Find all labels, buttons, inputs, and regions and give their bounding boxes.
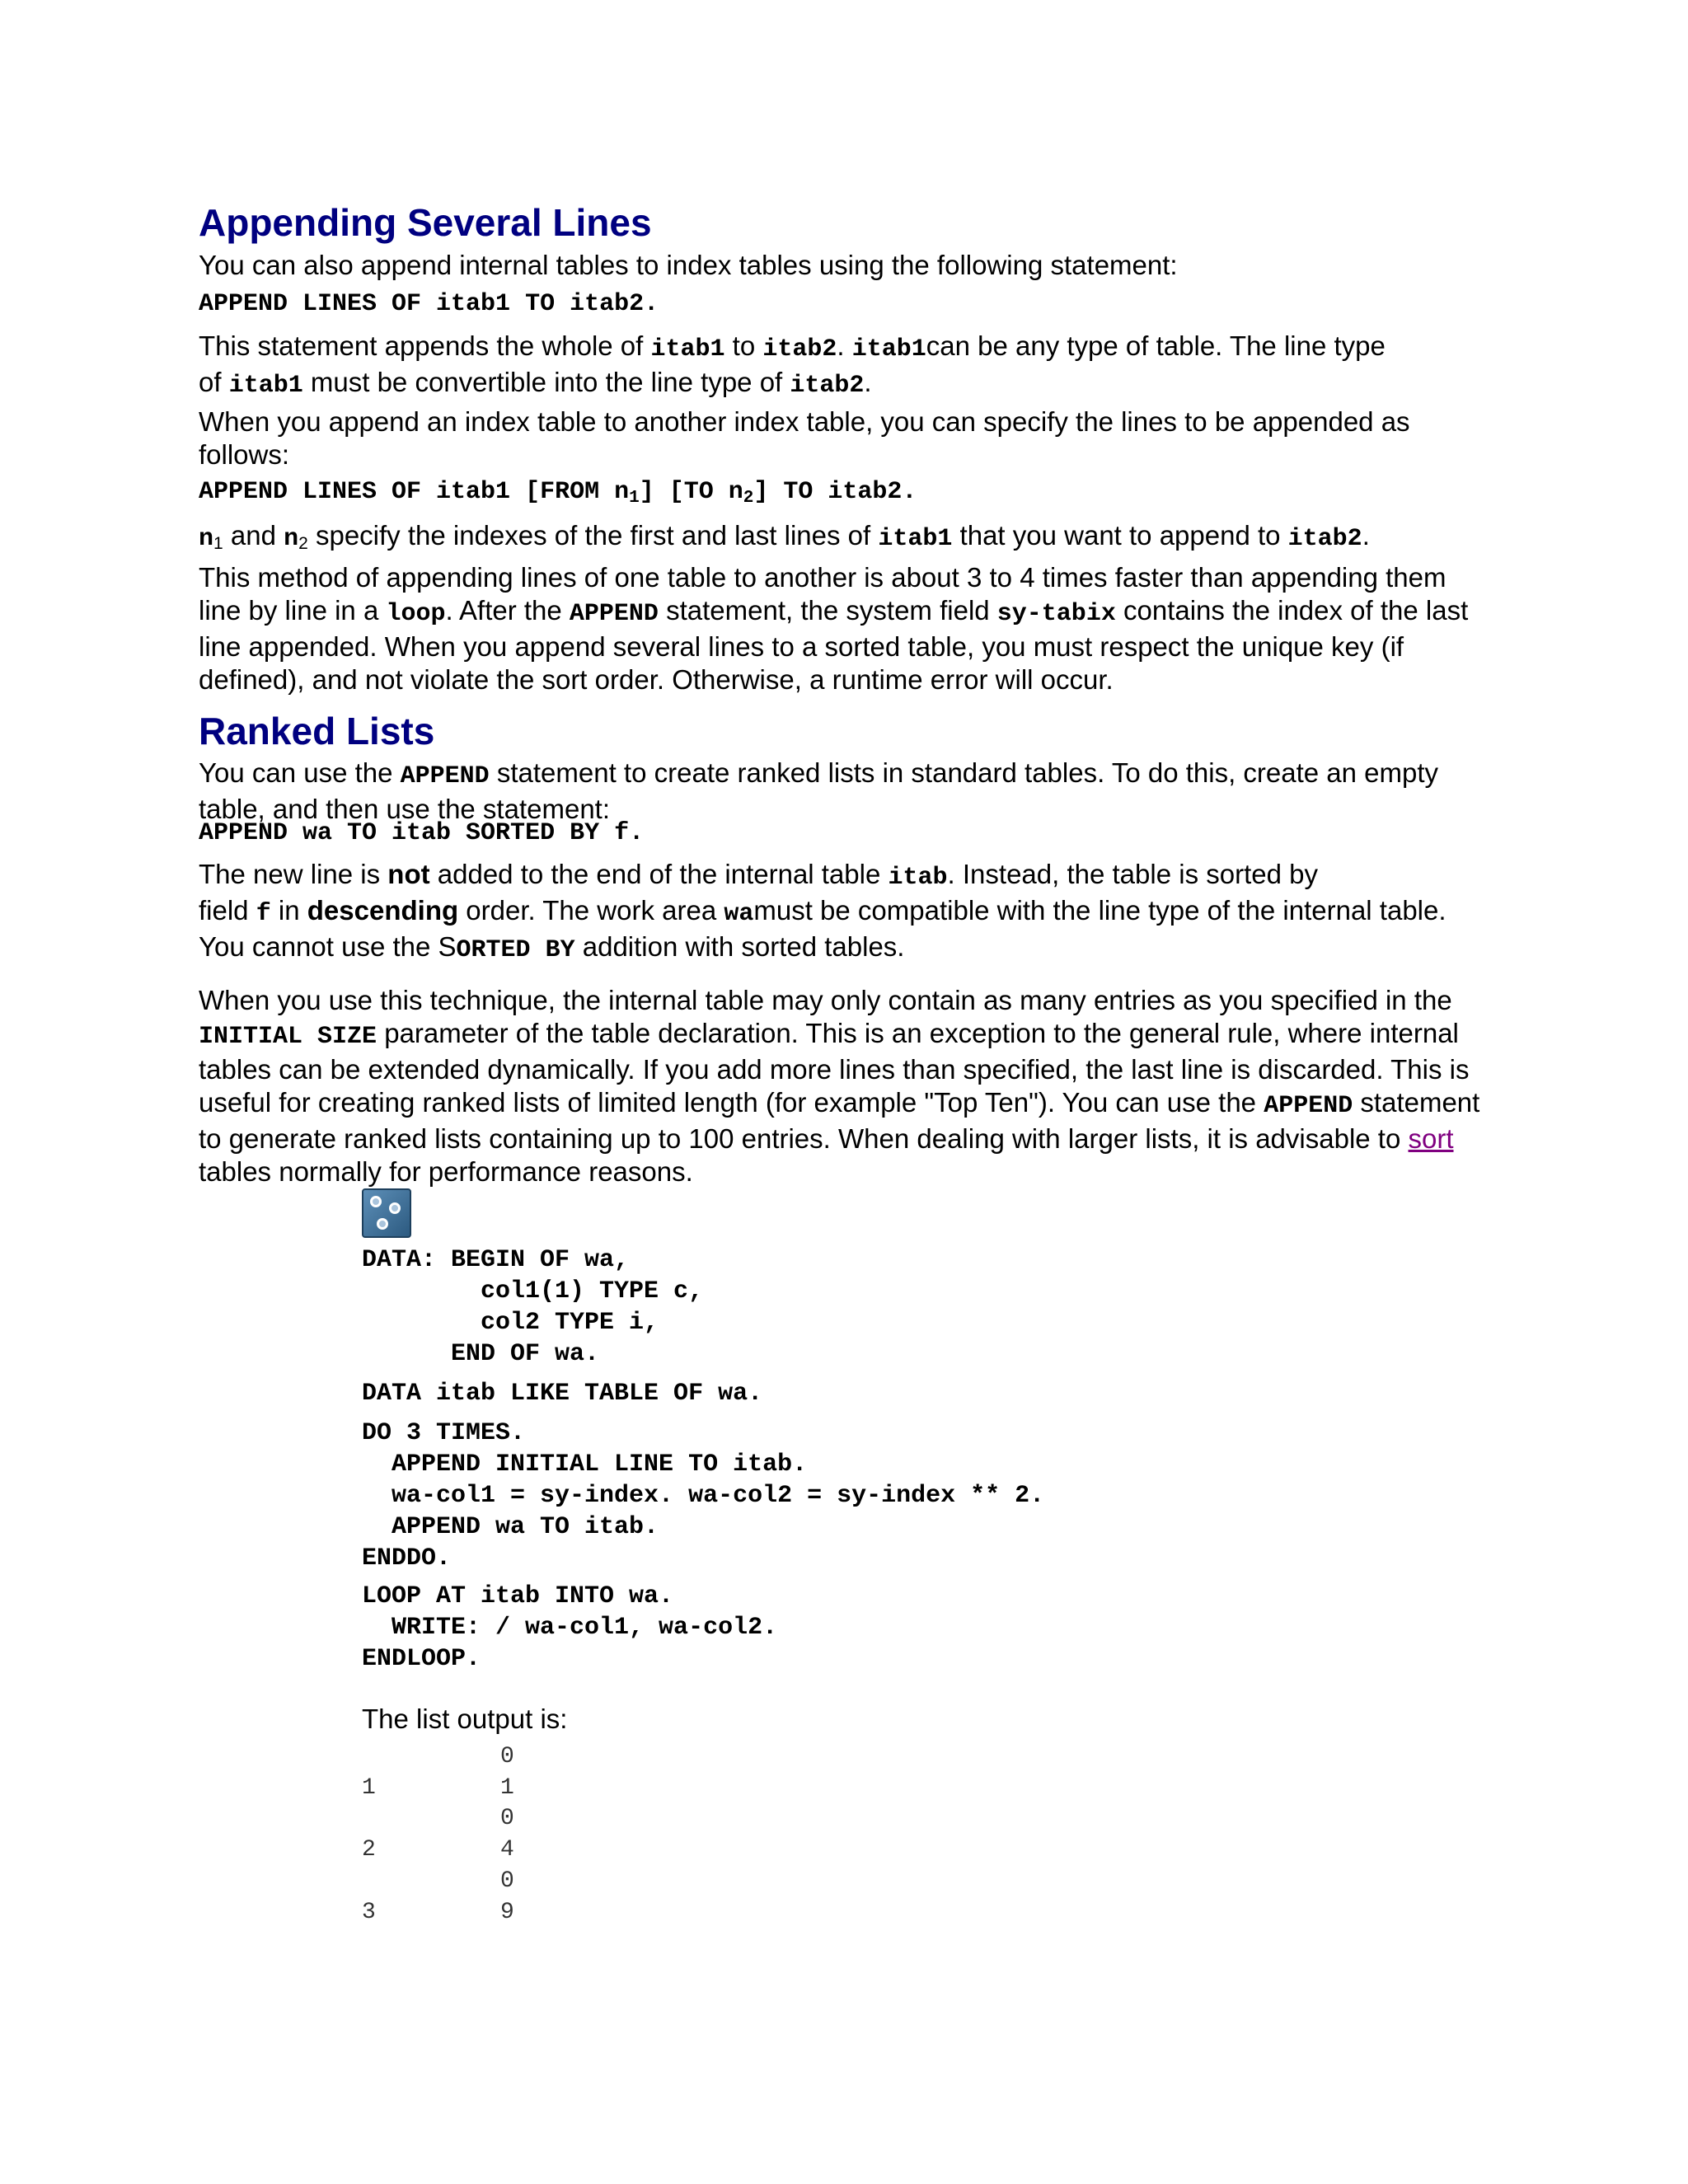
syntax-append-sorted-by: APPEND wa TO itab SORTED BY f. [199, 819, 645, 847]
output-label: The list output is: [362, 1704, 568, 1734]
paragraph-initial-size: When you use this technique, the internal table may only contain as many entries as you specified in the INITIAL SIZE parameter of the table declaration. This is an exception to the general rule, where internal tables can be extended dynamically. If you add more lines than specified, the last line is discarded. This is useful for creating ranked lists of limited length (for example "Top Ten"). You can use the APPEND statement to generate ranked lists containing up to 100 entries. When dealing with larger lists, it is advisable to sort tables normally for performance reasons. [199, 985, 1480, 1187]
code-do-loop: DO 3 TIMES. APPEND INITIAL LINE TO itab. wa-col1 = sy-index. wa-col2 = sy-index ** 2. APPEND wa TO itab. ENDDO. [362, 1419, 1045, 1572]
code-loop-at: LOOP AT itab INTO wa. WRITE: / wa-col1, wa-col2. ENDLOOP. [362, 1582, 778, 1673]
example-icon [362, 1188, 411, 1238]
paragraph-ranked-lists-intro: You can use the APPEND statement to create ranked lists in standard tables. To do this, create an empty table, and then use the statement: [199, 757, 1439, 824]
paragraph-performance: This method of appending lines of one table to another is about 3 to 4 times faster than appending them line by line in a loop. After the APPEND statement, the system field sy-tabix contains the index of the last line appended. When you append several lines to a sorted table, you must respect the unique key (if defined), and not violate the sort order. Otherwise, a runtime error will occur. [199, 562, 1469, 695]
sort-link[interactable]: sort [1408, 1123, 1454, 1154]
heading-ranked-lists: Ranked Lists [199, 710, 435, 752]
paragraph-indexes: $n_1$ and $n_2$ specify the indexes of the first and last lines of itab1 that you want to append to itab2. [199, 520, 1370, 553]
code-data-itab: DATA itab LIKE TABLE OF wa. [362, 1380, 763, 1408]
syntax-append-lines: APPEND LINES OF itab1 TO itab2. [199, 290, 659, 318]
syntax-append-lines-from-to: APPEND LINES OF itab1 [FROM $n_1$] [TO $n_2$] TO itab2. [199, 478, 917, 508]
code-data-begin-of: DATA: BEGIN OF wa, col1(1) TYPE c, col2 TYPE i, END OF wa. [362, 1246, 704, 1368]
list-output: 0 1 1 0 2 4 0 3 9 [362, 1744, 514, 1925]
paragraph-index-table-append: When you append an index table to another index table, you can specify the lines to be appended as follows: [199, 406, 1410, 470]
intro-paragraph: You can also append internal tables to index tables using the following statement: [199, 250, 1178, 280]
paragraph-sorted-descending: The new line is not added to the end of the internal table itab. Instead, the table is sorted by field f in descending order. The work area wamust be compatible with the line type of the internal table. You cannot use the SORTED BY addition with sorted tables. [199, 859, 1447, 964]
heading-appending-several-lines: Appending Several Lines [199, 201, 652, 244]
paragraph-append-whole-table: This statement appends the whole of itab1 to itab2. itab1can be any type of table. The line type of itab1 must be convertible into the line type of itab2. [199, 330, 1386, 400]
